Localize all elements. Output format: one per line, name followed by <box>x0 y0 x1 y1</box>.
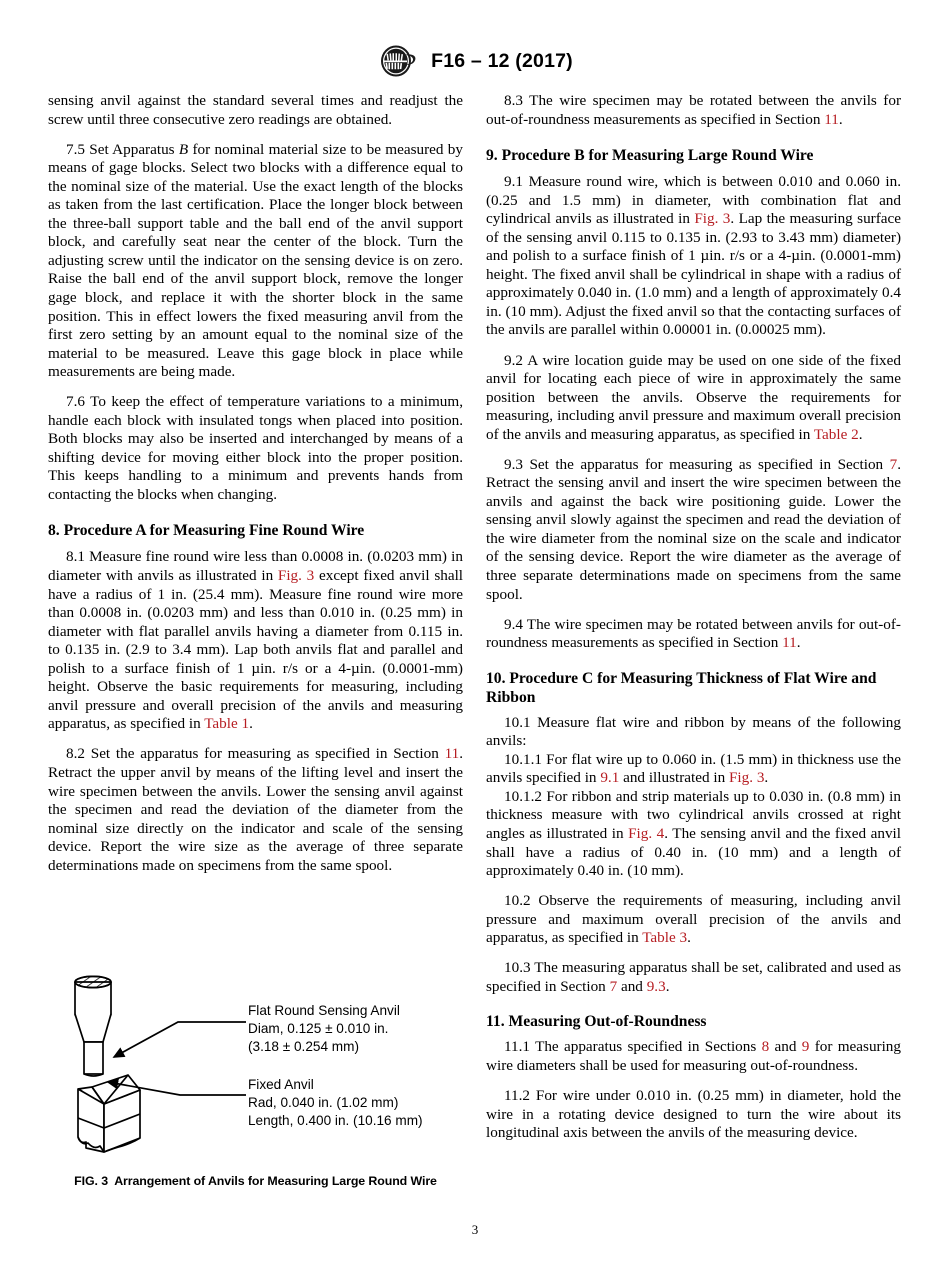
fixed-anvil-label-line-2: Rad, 0.040 in. (1.02 mm) <box>248 1095 399 1110</box>
text-run: 11.2 For wire under 0.010 in. (0.25 mm) in diameter, hold the wire in a rotating device designed to turn the wire about its longitudinal axis between the anvils of the measuring device. <box>486 1086 901 1142</box>
text-run: . The sensing anvil and the fixed anvil shall have a radius of 0.40 in. (10 mm) and a length of approximately 0.40 in. (10 mm). <box>486 825 901 880</box>
left-paragraphs-block <box>48 92 463 504</box>
italic-term: B <box>178 140 189 158</box>
p-9-4 <box>486 616 901 653</box>
text-run: 9.2 A wire location guide may be used on one side of the fixed anvil for locating each piece of wire in approximately the same position between the anvils. Observe the requirements for measuring, including anvil pressure and maximum overall precision of the anvils and measuring apparatus, as specified in <box>486 351 901 443</box>
p-8-3 <box>486 92 901 129</box>
p-9-1 <box>486 173 901 340</box>
figure-3 <box>48 962 463 1174</box>
cross-reference-link[interactable]: Table 1 <box>204 715 250 733</box>
text-run: . <box>838 110 843 128</box>
text-run: . Lap the measuring surface of the sensing anvil 0.115 to 0.135 in. (2.93 to 3.43 mm) diameter) and polish to a surface finish of 1 µin. r/s or a 4-µin. (0.0001-mm) height. The fixed anvil shall be cylindrical in shape with a radius of approximately 0.040 in. (1.0 mm) and a length of approximately 0.4 in. (10 mm). Adjust the fixed anvil so that the contacting surfaces of the anvils are parallel within 0.00001 in. (0.00025 mm). <box>486 210 901 339</box>
cross-reference-link[interactable]: 7 <box>889 455 898 473</box>
text-run: 10.2 Observe the requirements of measuring, including anvil pressure and maximum overall precision of the anvils and apparatus, as specified in <box>486 892 901 947</box>
cross-reference-link[interactable]: Fig. 3 <box>694 210 731 228</box>
text-run: 10.1.1 For flat wire up to 0.060 in. (1.5 mm) in thickness use the anvils specified in <box>486 750 901 787</box>
cross-reference-link[interactable]: 11 <box>782 634 797 652</box>
left-text-column <box>48 92 463 875</box>
p-9-3 <box>486 456 901 604</box>
p-continued <box>48 92 463 129</box>
text-run: for nominal material size to be measured by means of gage blocks. Select two blocks with a difference equal to the nominal size of the material. Use the exact length of the blocks as taken from the last certification. Place the longer block between the three-ball support table and the ball end of the anvil support block, and carefully seat near the center of the block. Turn the adjusting screw until the indicator on the sensing device is on zero. Raise the ball end of the anvil support block, remove the longer gage block, and replace it with the shorter block in the same position. This in effect lowers the fixed measuring anvil from the first zero setting by an amount equal to the nominal size of the material to be measured. Leave this gage block in place while measurements are being made. <box>48 140 463 381</box>
text-run: 8.1 Measure fine round wire less than 0.0008 in. (0.0203 mm) in diameter with anvils as illustrated in <box>48 548 463 585</box>
section-heading-10: 10. Procedure C for Measuring Thickness of Flat Wire and Ribbon <box>486 669 877 706</box>
text-run: 7.5 Set Apparatus <box>66 140 179 158</box>
p-7-6 <box>48 393 463 504</box>
text-run: . <box>764 769 769 787</box>
right-top-paragraphs <box>486 92 901 129</box>
text-run: and <box>769 1038 802 1056</box>
text-run: and <box>617 977 647 995</box>
page-number: 3 <box>471 1222 479 1237</box>
text-run: . Retract the upper anvil by means of the lifting level and insert the wire specimen between the anvils. Lower the sensing anvil against the specimen and read the deviation of the diameter from the nominal size directly on the indicator and scale of the sensing device. Report the wire size as the average of three separate determinations made on specimens from the same spool. <box>48 745 463 874</box>
text-run: 10.3 The measuring apparatus shall be set, calibrated and used as specified in Section <box>486 959 901 995</box>
text-run: 10.1 Measure flat wire and ribbon by means of the following anvils: <box>486 713 901 750</box>
text-run: 9.3 Set the apparatus for measuring as specified in Section <box>504 455 890 473</box>
fixed-anvil-label-line-1: Fixed Anvil <box>248 1077 314 1092</box>
cross-reference-link[interactable]: Fig. 3 <box>277 567 315 585</box>
p-10-3 <box>486 959 901 996</box>
text-run: sensing anvil against the standard several times and readjust the screw until three consecutive zero readings are obtained. <box>48 92 463 128</box>
cross-reference-link[interactable]: Fig. 3 <box>728 769 765 787</box>
figure-3-artwork <box>48 962 463 1174</box>
cross-reference-link[interactable]: Table 2 <box>813 425 859 443</box>
text-run: . <box>796 634 801 652</box>
p-10-1-1 <box>486 751 901 788</box>
cross-reference-link[interactable]: 9.1 <box>600 769 620 787</box>
text-run: 8.2 Set the apparatus for measuring as specified in Section <box>66 745 445 763</box>
p-8-1 <box>48 548 463 733</box>
section-10-paragraphs <box>486 714 901 997</box>
p-10-1 <box>486 714 901 751</box>
text-run: . Retract the sensing anvil and insert the wire specimen between the anvils and against the back wire positioning guide. Lower the sensing anvil slowly against the specimen and read the deviation of the wire diameter from the nominal size on the scale and indicator of the sensing device. Report the wire diameter as the average of three separate determinations made on specimens from the same spool. <box>486 455 901 603</box>
p-11-2 <box>486 1087 901 1143</box>
figure-3-caption: FIG. 3 Arrangement of Anvils for Measuring Large Round Wire <box>74 1174 437 1188</box>
section-heading-8: 8. Procedure A for Measuring Fine Round Wire <box>48 522 365 540</box>
sensing-anvil-label-line-1: Flat Round Sensing Anvil <box>248 1003 400 1018</box>
cross-reference-link[interactable]: 9 <box>801 1038 810 1056</box>
text-run: for measuring wire diameters shall be used for measuring out-of-roundness. <box>486 1038 901 1074</box>
cross-reference-link[interactable]: Table 3 <box>642 929 688 947</box>
cross-reference-link[interactable]: 9.3 <box>646 977 666 995</box>
sensing-anvil-label-line-3: (3.18 ± 0.254 mm) <box>248 1039 359 1054</box>
astm-logo-icon <box>377 44 419 78</box>
text-run: 11.1 The apparatus specified in Sections <box>504 1038 762 1056</box>
text-run: . <box>687 929 691 947</box>
cross-reference-link[interactable]: Fig. 4 <box>628 825 665 842</box>
cross-reference-link[interactable]: 7 <box>609 977 618 995</box>
text-run: 8.3 The wire specimen may be rotated between the anvils for out-of-roundness measurements as specified in Section <box>486 92 901 128</box>
cross-reference-link[interactable]: 11 <box>824 110 839 128</box>
standard-designation: F16 – 12 (2017) <box>431 49 573 72</box>
cross-reference-link[interactable]: 8 <box>761 1038 770 1056</box>
cross-reference-link[interactable]: 11 <box>444 745 460 763</box>
p-10-2 <box>486 892 901 948</box>
p-10-1-2 <box>486 788 901 881</box>
text-run: 9.1 Measure round wire, which is between 0.010 and 0.060 in. (0.25 and 1.5 mm) in diameter, with combination flat and cylindrical anvils as illustrated in <box>486 173 901 228</box>
text-run: and illustrated in <box>619 769 729 787</box>
p-11-1 <box>486 1038 901 1075</box>
fixed-anvil-label-line-3: Length, 0.400 in. (10.16 mm) <box>248 1113 423 1128</box>
section-8-paragraphs <box>48 548 463 875</box>
section-11-paragraphs <box>486 1038 901 1142</box>
p-9-2 <box>486 352 901 445</box>
section-9-paragraphs <box>486 173 901 653</box>
text-run: . <box>249 715 253 733</box>
text-run: . <box>665 977 670 995</box>
p-7-5 <box>48 141 463 382</box>
text-run: . <box>858 425 863 443</box>
right-text-column <box>486 92 901 1143</box>
section-heading-9: 9. Procedure B for Measuring Large Round Wire <box>486 147 814 165</box>
page-header <box>0 44 950 78</box>
text-run: 9.4 The wire specimen may be rotated between anvils for out-of-roundness measurements as specified in Section <box>486 615 901 652</box>
section-heading-11: 11. Measuring Out-of-Roundness <box>486 1013 707 1031</box>
text-run: 10.1.2 For ribbon and strip materials up to 0.030 in. (0.8 mm) in thickness measure with two cylindrical anvils crossed at right angles as illustrated in <box>486 787 901 842</box>
p-8-2 <box>48 745 463 875</box>
text-run: 7.6 To keep the effect of temperature variations to a minimum, handle each block with insulated tongs when placed into position. Both blocks may also be inserted and interchanged by means of a shifting device for moving either block into the proper position. This keeps handling to a minimum and prevents hands from contacting the blocks when changing. <box>48 393 463 503</box>
text-run: except fixed anvil shall have a radius of 1 in. (25.4 mm). Measure fine round wire more than 0.0008 in. (0.0203 mm) and less than 0.010 in. (0.25 mm) in diameter with flat parallel anvils having a diameter from 0.115 in. to 0.135 in. (2.9 to 3.4 mm). Lap both anvils flat and parallel and polish to a surface finish of 1 µin. r/s or a 4-µin. (0.0001-mm) height. Observe the basic requirements for measuring, including anvil pressure and overall precision of the anvils and measuring apparatus, as specified in <box>48 567 464 733</box>
sensing-anvil-label-line-2: Diam, 0.125 ± 0.010 in. <box>248 1021 389 1036</box>
